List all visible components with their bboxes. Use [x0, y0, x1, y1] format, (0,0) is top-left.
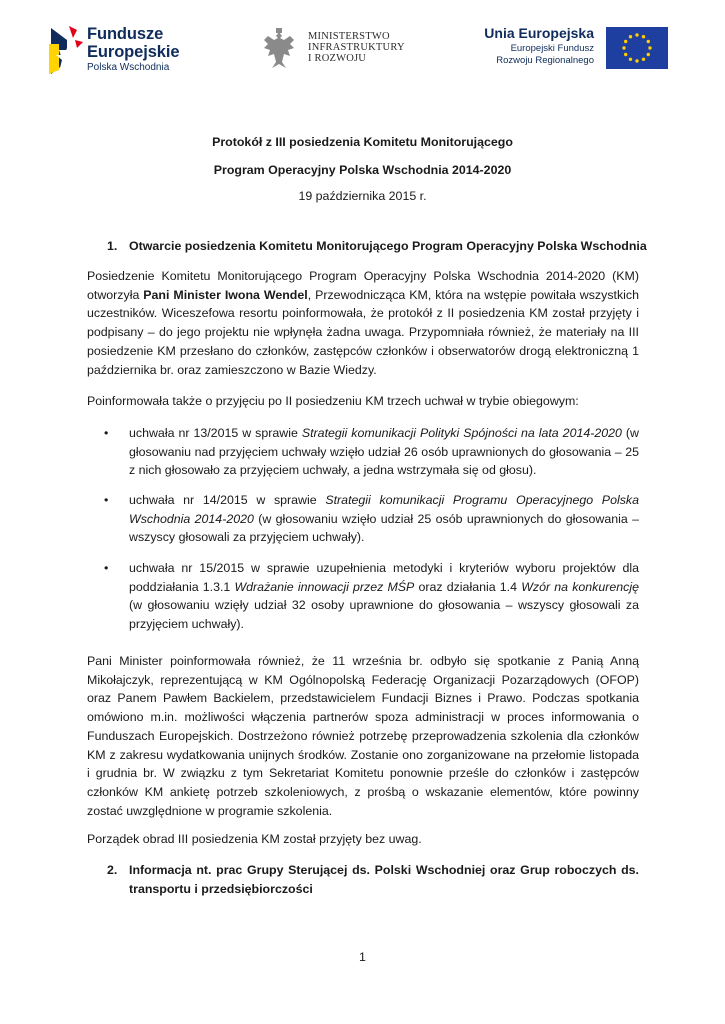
eu-logo [486, 26, 676, 72]
fe-title-line1: Fundusze [87, 25, 164, 43]
fundusze-europejskie-logo [47, 22, 187, 78]
ministry-line2: INFRASTRUKTURY [308, 42, 405, 53]
section1-heading: Otwarcie posiedzenia Komitetu Monitorującego Program Operacyjny Polska Wschodnia [129, 239, 647, 253]
bullet-2-text-a: uchwała nr 14/2015 w sprawie [129, 493, 326, 507]
document-title-line1: Protokół z III posiedzenia Komitetu Monitorującego [212, 135, 513, 149]
bullet-item-3 [129, 559, 639, 634]
eagle-emblem-icon [260, 26, 298, 72]
paragraph-meeting: Pani Minister poinformowała również, że 11 września br. odbyło się spotkanie z Panią Anną Mikołajczyk, reprezentującą w KM Ogólnopolską Federację Organizacji Pozarządowych (OFOP) oraz Panem Pawłem Backielem, przedstawicielem Fundacji Biznes i Prawo. Podczas spotkania omówiono m.in. możliwości włączenia partnerów spoza administracji w proces informowania o Funduszach Europejskich. Dostrzeżono również potrzebę przeprowadzenia szkolenia dla członków KM z zakresu wydatkowania unijnych środków. Zostanie ono zorganizowane na przełomie listopada i grudnia br. W związku z tym Sekretariat Komitetu ponownie prześle do członków i zastępców członków KM ankietę potrzeb szkoleniowych, z prośbą o wskazanie elementów, które powinny zostać uwzględnione w programie szkolenia. [87, 654, 639, 818]
bullet-1-text-a: uchwała nr 13/2015 w sprawie [129, 426, 302, 440]
bullet-3-text-a: uchwała nr 15/2015 w sprawie uzupełnienia metodyki i kryteriów wyboru projektów dla poddziałania 1.3.1 [129, 561, 639, 594]
bullet-marker-1: • [104, 426, 109, 440]
paragraph-agenda: Porządek obrad III posiedzenia KM został przyjęty bez uwag. [87, 832, 422, 846]
bullet-3-italic-2: Wzór na konkurencję [521, 579, 640, 594]
bullet-2-italic: Strategii komunikacji Programu Operacyjnego Polska Wschodnia 2014-2020 [129, 493, 640, 526]
document-date: 19 października 2015 r. [298, 189, 427, 203]
eu-subtitle-line2: Rozwoju Regionalnego [496, 55, 594, 66]
document-title-line2: Program Operacyjny Polska Wschodnia 2014-2020 [213, 163, 512, 177]
bullet-marker-2: • [104, 493, 109, 507]
paragraph-opening-text-a: Posiedzenie Komitetu Monitorującego Program Operacyjny Polska Wschodnia 2014-2020 (KM) otworzyła [87, 269, 639, 302]
ministry-line3: I ROZWOJU [308, 53, 367, 64]
bullet-item-1 [129, 424, 639, 480]
bullet-marker-3: • [104, 561, 109, 575]
bullet-1-text-b: (w głosowaniu nad przyjęciem uchwały wzięło udział 26 osób uprawnionych do głosowania – 25 z nich głosowało za przyjęciem uchwały, a jedna wstrzymała się od głosu). [129, 426, 639, 478]
section1-number: 1. [107, 239, 118, 253]
bullet-3-text-b: (w głosowaniu wzięły udział 32 osoby uprawnione do głosowania – wszyscy głosowali za przyjęciem uchwały). [129, 598, 639, 632]
bullet-3-text-m: oraz działania 1.4 [414, 579, 522, 594]
fe-subtitle: Polska Wschodnia [87, 62, 170, 73]
ministry-line1: MINISTERSTWO [308, 31, 390, 42]
section2-heading: Informacja nt. prac Grupy Sterującej ds. Polski Wschodniej oraz Grup roboczych ds. transportu i przedsiębiorczości [129, 863, 639, 896]
minister-name: Pani Minister Iwona Wendel [143, 287, 308, 302]
bullet-1-italic: Strategii komunikacji Polityki Spójności na lata 2014-2020 [301, 426, 622, 440]
section2-number: 2. [107, 863, 118, 877]
paragraph-resolutions-intro: Poinformowała także o przyjęciu po II posiedzeniu KM trzech uchwał w trybie obiegowym: [87, 394, 579, 408]
paragraph-opening [87, 267, 639, 379]
eu-subtitle-line1: Europejski Fundusz [510, 43, 594, 54]
eu-title: Unia Europejska [484, 25, 594, 41]
bullet-2-text-b: (w głosowaniu wzięło udział 25 osób uprawnionych do głosowania – wszyscy głosowali za przyjęciem uchwały). [129, 511, 640, 545]
fe-star-mark-icon [47, 22, 83, 78]
ministry-logo [260, 26, 420, 74]
paragraph-opening-text-b: , Przewodnicząca KM, która na wstępie powitała wszystkich uczestników. Wiceszefowa resortu poinformowała, że protokół z II posiedzenia KM został przyjęty i podpisany – do jego projektu nie wpłynęła żadna uwaga. Przypomniała również, że materiały na III posiedzenie KM przesłano do członków, zastępców członków i obserwatorów drogą elektroniczną 1 października br. oraz zamieszczono w Bazie Wiedzy. [87, 287, 639, 377]
bullet-item-2 [129, 491, 639, 547]
fe-title-line2: Europejskie [87, 42, 180, 61]
bullet-3-italic-1: Wdrażanie innowacji przez MŚP [234, 579, 415, 594]
eu-flag-icon [606, 27, 668, 69]
page-number: 1 [359, 950, 366, 964]
